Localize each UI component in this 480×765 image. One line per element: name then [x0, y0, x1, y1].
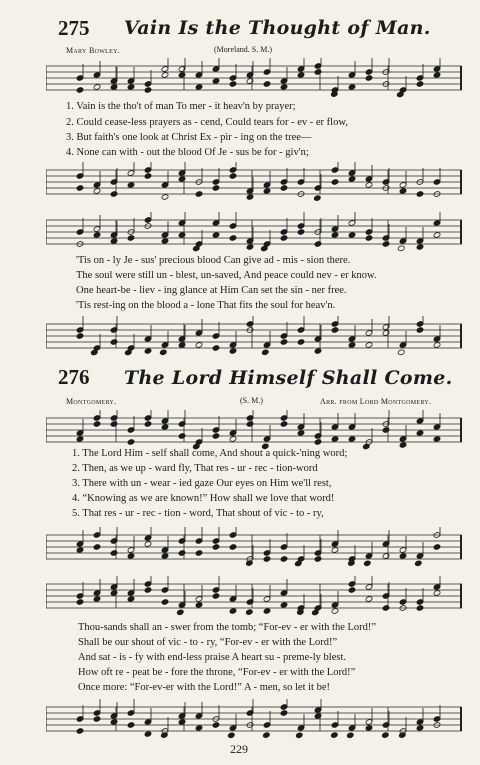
music-staff-treble [46, 576, 462, 616]
music-staff-treble [46, 410, 462, 450]
hymn-title-276: The Lord Himself Shall Come. [124, 367, 453, 389]
music-staff-bass [46, 316, 462, 356]
verse-line: How oft re - peat be - fore the throne, “For-ev - er with the Lord!” [78, 667, 356, 678]
verse-line: 4. None can with - out the blood Of Je - sus be for - giv'n; [66, 147, 309, 158]
tune-276: (S. M.) [240, 396, 263, 405]
author-276: Montgomery. [66, 397, 117, 406]
verse-line: 1. The Lord Him - self shall come, And shout a quick-'ning word; [72, 448, 348, 459]
verse-line: One heart-be - liev - ing glance at Him Can set the sin - ner free. [76, 285, 347, 296]
music-staff-treble [46, 212, 462, 252]
page-number: 229 [230, 742, 248, 756]
verse-line: 2. Then, as we up - ward fly, That res - ur - rec - tion-word [72, 463, 318, 474]
music-staff-treble [46, 58, 462, 98]
hymn-number-276: 276 [58, 365, 90, 389]
verse-line: 4. “Knowing as we are known!” How shall we love that word! [72, 493, 335, 504]
music-staff-bass [46, 527, 462, 567]
author-275: Mary Bowley. [66, 46, 121, 55]
verse-line: Shall be our shout of vic - to - ry, “For-ev - er with the Lord!” [78, 637, 338, 648]
verse-line: 3. But faith's one look at Christ Ex - pir - ing on the tree— [66, 132, 312, 143]
hymn-number-275: 275 [58, 16, 90, 40]
arranger-276: Arr. from Lord Montgomery. [320, 397, 432, 406]
verse-line: 1. Vain is the tho't of man To mer - it heav'n by prayer; [66, 101, 296, 112]
verse-line: Once more: “For-ev-er with the Lord!” A - men, so let it be! [78, 682, 330, 693]
music-staff-bass [46, 699, 462, 739]
verse-line: 2. Could cease-less prayers as - cend, Could tears for - ev - er flow, [66, 117, 348, 128]
verse-line: The soul were still un - blest, un-saved, And peace could nev - er know. [76, 270, 377, 281]
verse-line: 'Tis on - ly Je - sus' precious blood Can give ad - mis - sion there. [76, 255, 351, 266]
verse-line: 3. There with un - wear - ied gaze Our eyes on Him we'll rest, [72, 478, 332, 489]
verse-line: And sat - is - fy with end-less praise A heart su - preme-ly blest. [78, 652, 346, 663]
hymn-title-275: Vain Is the Thought of Man. [124, 17, 431, 39]
music-staff-bass [46, 162, 462, 202]
verse-line: 'Tis rest-ing on the blood a - lone That fits the soul for heav'n. [76, 300, 336, 311]
verse-line: Thou-sands shall an - swer from the tomb; “For-ev - er with the Lord!” [78, 622, 377, 633]
verse-line: 5. That res - ur - rec - tion - word, That shout of vic - to - ry, [72, 508, 324, 519]
tune-275: (Moreland. S. M.) [214, 45, 272, 54]
